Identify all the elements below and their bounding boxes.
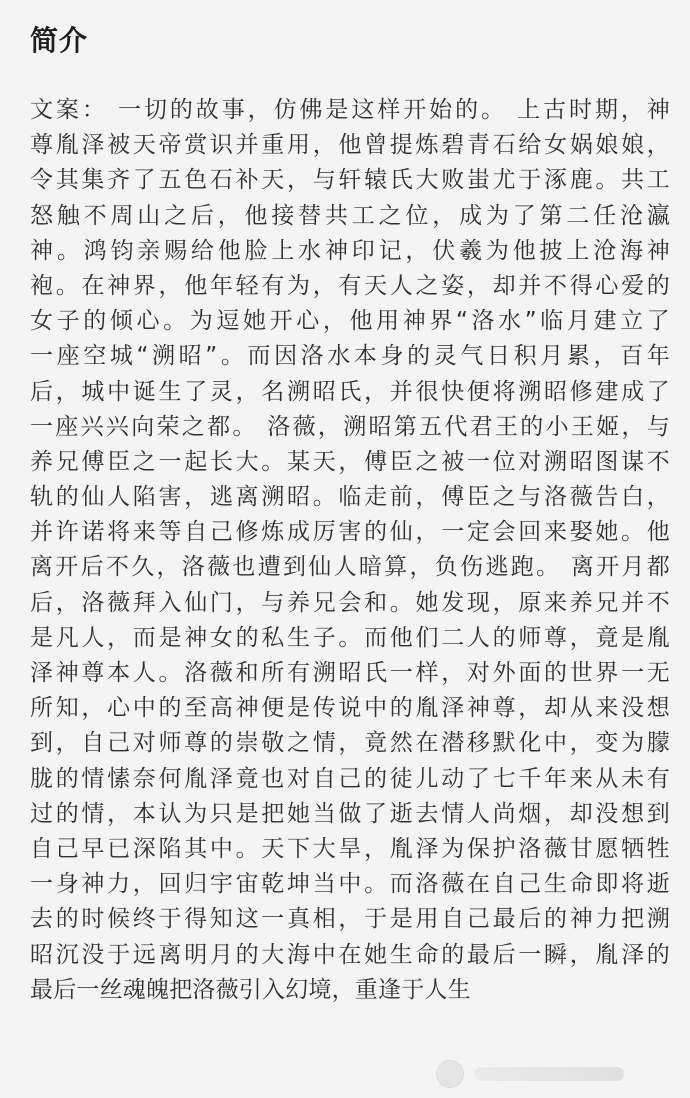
text-line: 所知，心中的至高神便是传说中的胤泽神尊，却从来没想 [30,695,670,722]
text-line: 过的情，本认为只是把她当做了逝去情人尚烟，却没想到 [30,800,670,827]
text-line: 是凡人，而是神女的私生子。而他们二人的师尊，竟是胤 [30,624,670,651]
text-line: 昭沉没于远离明月的大海中在她生命的最后一瞬，胤泽的 [30,941,670,968]
section-title: 简介 [30,24,89,57]
watermark-logo-icon [436,1060,464,1088]
text-line: 怒触不周山之后，他接替共工之位，成为了第二任沧瀛 [30,202,670,229]
text-line-last: 最后一丝魂魄把洛薇引入幻境，重逢于人生 [30,976,471,1003]
text-line: 自己早已深陷其中。天下大旱，胤泽为保护洛薇甘愿牺牲 [30,835,670,862]
text-line: 轨的仙人陷害，逃离溯昭。临走前，傅臣之与洛薇告白， [30,484,670,511]
text-line: 令其集齐了五色石补天，与轩辕氏大败蚩尤于涿鹿。共工 [30,167,670,194]
text-line: 后，城中诞生了灵，名溯昭氏，并很快便将溯昭修建成了 [30,378,670,405]
watermark-text-blur [474,1067,624,1081]
text-line: 泽神尊本人。洛薇和所有溯昭氏一样，对外面的世界一无 [30,660,670,686]
text-line: 女子的倾心。为逗她开心，他用神界“洛水”临月建立了 [30,308,670,335]
text-line: 去的时候终于得知这一真相，于是用自己最后的神力把溯 [30,906,670,933]
text-line: 尊胤泽被天帝赏识并重用，他曾提炼碧青石给女娲娘娘， [30,132,670,159]
synopsis-text [30,93,670,1008]
text-line: 袍。在神界，他年轻有为，有天人之姿，却并不得心爱的 [30,272,670,299]
text-line: 一身神力，回归宇宙乾坤当中。而洛薇在自己生命即将逝 [30,871,670,898]
text-line: 养兄傅臣之一起长大。某天，傅臣之被一位对溯昭图谋不 [30,448,670,475]
text-line: 一座空城“溯昭”。而因洛水本身的灵气日积月累，百年 [30,343,670,370]
text-line: 后，洛薇拜入仙门，与养兄会和。她发现，原来养兄并不 [30,589,670,616]
text-line: 一座兴兴向荣之都。 洛薇，溯昭第五代君王的小王姬，与 [30,413,670,440]
watermark [354,1054,624,1094]
text-line: 并许诺将来等自己修炼成厉害的仙，一定会回来娶她。他 [30,519,670,546]
text-line: 离开后不久，洛薇也遭到仙人暗算，负伤逃跑。 离开月都 [30,554,670,581]
text-line: 文案： 一切的故事，仿佛是这样开始的。 上古时期，神 [30,97,670,123]
text-line: 神。鸿钧亲赐给他脸上水神印记，伏羲为他披上沧海神 [30,237,670,264]
text-line: 到，自己对师尊的崇敬之情，竟然在潜移默化中，变为朦 [30,730,670,757]
text-line: 胧的情愫奈何胤泽竟也对自己的徒儿动了七千年来从未有 [30,765,670,792]
